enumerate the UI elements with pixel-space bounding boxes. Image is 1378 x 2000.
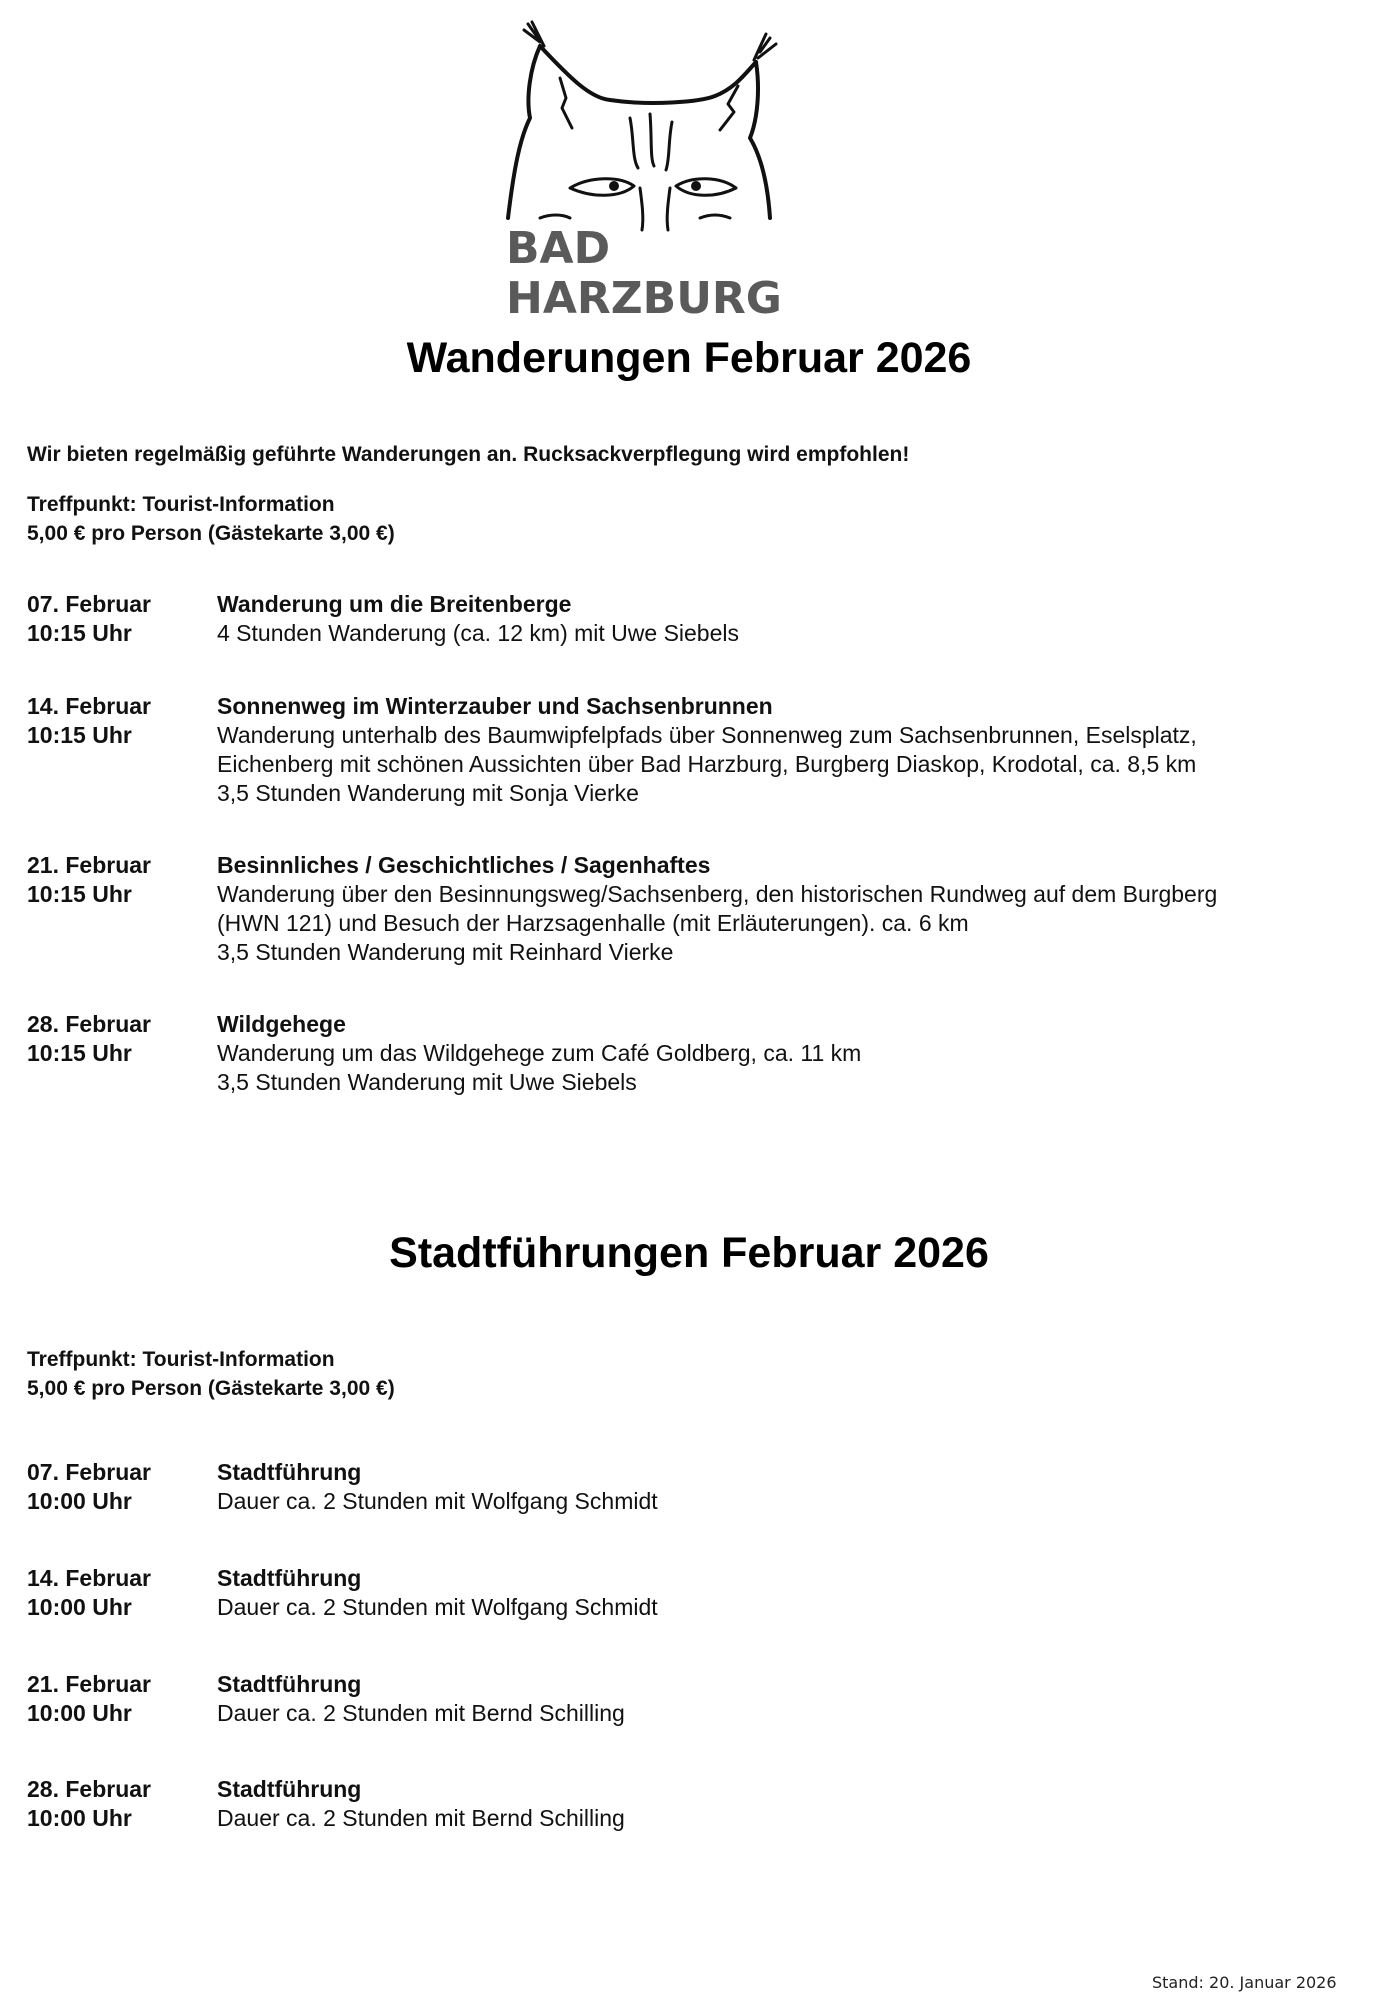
event-date: 07. Februar (27, 591, 151, 617)
event-time: 10:15 Uhr (27, 1040, 132, 1066)
event-date: 07. Februar (27, 1459, 151, 1485)
event-time: 10:15 Uhr (27, 881, 132, 907)
event-description: 4 Stunden Wanderung (ca. 12 km) mit Uwe Siebels (217, 620, 740, 646)
event-title: Stadtführung (217, 1565, 362, 1591)
event-time: 10:15 Uhr (27, 620, 132, 646)
event-description: Dauer ca. 2 Stunden mit Bernd Schilling (217, 1805, 625, 1831)
event-description: 3,5 Stunden Wanderung mit Reinhard Vierke (217, 939, 674, 965)
event-when (27, 1775, 207, 1833)
stadtfuehrungen-price: 5,00 € pro Person (Gästekarte 3,00 €) (27, 1377, 395, 1400)
event-title: Besinnliches / Geschichtliches / Sagenhaftes (217, 852, 711, 878)
last-updated: Stand: 20. Januar 2026 (1152, 1973, 1337, 1992)
stadtfuehrungen-meeting-point: Treffpunkt: Tourist-Information (27, 1348, 335, 1371)
event-details (217, 1670, 1357, 1728)
logo-text: BAD HARZBURG (506, 223, 782, 324)
event-details (217, 851, 1357, 967)
event-date: 14. Februar (27, 1565, 151, 1591)
event-description: Dauer ca. 2 Stunden mit Wolfgang Schmidt (217, 1594, 658, 1620)
event-when (27, 1670, 207, 1728)
event-details (217, 1458, 1357, 1516)
event-time: 10:00 Uhr (27, 1488, 132, 1514)
wanderungen-heading: Wanderungen Februar 2026 (406, 334, 972, 382)
event-title: Stadtführung (217, 1671, 362, 1697)
wanderungen-price: 5,00 € pro Person (Gästekarte 3,00 €) (27, 522, 395, 545)
event-when (27, 692, 207, 750)
event-when (27, 851, 207, 909)
event-description: Wanderung unterhalb des Baumwipfelpfads über Sonnenweg zum Sachsenbrunnen, Eselsplatz, (217, 722, 1197, 748)
event-title: Wildgehege (217, 1011, 346, 1037)
wanderungen-intro: Wir bieten regelmäßig geführte Wanderungen an. Rucksackverpflegung wird empfohlen! (27, 443, 910, 466)
lynx-head-icon (500, 18, 870, 233)
stadtfuehrungen-heading: Stadtführungen Februar 2026 (389, 1229, 989, 1277)
event-details (217, 590, 1357, 648)
event-date: 28. Februar (27, 1776, 151, 1802)
wanderungen-meeting-point: Treffpunkt: Tourist-Information (27, 493, 335, 516)
event-when (27, 1458, 207, 1516)
event-date: 21. Februar (27, 852, 151, 878)
event-description: Wanderung um das Wildgehege zum Café Goldberg, ca. 11 km (217, 1040, 862, 1066)
event-description: Eichenberg mit schönen Aussichten über Bad Harzburg, Burgberg Diaskop, Krodotal, ca. 8,5 km (217, 751, 1197, 777)
event-title: Sonnenweg im Winterzauber und Sachsenbrunnen (217, 693, 773, 719)
event-title: Stadtführung (217, 1776, 362, 1802)
event-when (27, 1564, 207, 1622)
event-details (217, 1564, 1357, 1622)
event-description: Dauer ca. 2 Stunden mit Wolfgang Schmidt (217, 1488, 658, 1514)
event-when (27, 1010, 207, 1068)
event-description: Wanderung über den Besinnungsweg/Sachsenberg, den historischen Rundweg auf dem Burgberg (217, 881, 1218, 907)
logo (500, 18, 870, 324)
event-when (27, 590, 207, 648)
event-time: 10:00 Uhr (27, 1594, 132, 1620)
event-time: 10:00 Uhr (27, 1700, 132, 1726)
event-description: 3,5 Stunden Wanderung mit Sonja Vierke (217, 780, 639, 806)
event-details (217, 1775, 1357, 1833)
event-details (217, 692, 1357, 808)
event-date: 14. Februar (27, 693, 151, 719)
event-title: Stadtführung (217, 1459, 362, 1485)
event-description: 3,5 Stunden Wanderung mit Uwe Siebels (217, 1069, 637, 1095)
event-details (217, 1010, 1357, 1097)
event-description: (HWN 121) und Besuch der Harzsagenhalle (mit Erläuterungen). ca. 6 km (217, 910, 969, 936)
event-title: Wanderung um die Breitenberge (217, 591, 572, 617)
event-time: 10:15 Uhr (27, 722, 132, 748)
event-date: 28. Februar (27, 1011, 151, 1037)
event-description: Dauer ca. 2 Stunden mit Bernd Schilling (217, 1700, 625, 1726)
event-time: 10:00 Uhr (27, 1805, 132, 1831)
event-date: 21. Februar (27, 1671, 151, 1697)
